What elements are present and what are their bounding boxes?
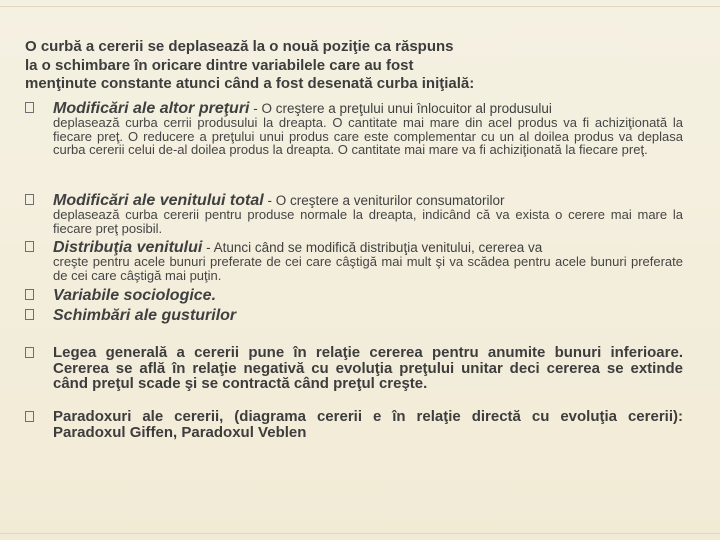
intro-paragraph — [25, 38, 695, 94]
item-body: deplasează curba cerrii produsului la dreapta. O cantitate mai mare din acel produs va fi achiziţionată la fiecare preţ. O reducere a preţului unui produs care este complementar cu un al doilea produs va deplasa curba cererii celui de-al doilea produs la dreapta. O cantitate mai mare va fi achiziţionată la fiecare preţ. — [53, 115, 683, 157]
bullet-icon — [25, 309, 34, 320]
list-item — [25, 307, 695, 325]
bullet-icon — [25, 289, 34, 300]
list-item — [25, 345, 695, 392]
item-lead: - O creştere a preţului unui înlocuitor al produsului — [249, 101, 552, 116]
intro-line: la o schimbare în oricare dintre variabilele care au fost — [25, 56, 414, 74]
item-heading: Modificări ale altor preţuri — [53, 100, 250, 117]
bullet-icon — [25, 241, 34, 252]
intro-line: menţinute constante atunci când a fost desenată curba iniţială: — [25, 75, 475, 92]
item-heading: Distribuţia venitului — [53, 239, 203, 256]
bullet-icon — [25, 347, 34, 358]
list-item — [25, 287, 695, 305]
item-body: deplasează curba cererii pentru produse normale la dreapta, indicând că va exista o cerere mai mare la fiecare preţ posibil. — [53, 207, 683, 236]
bullet-icon — [25, 194, 34, 205]
item-heading: Variabile sociologice. — [53, 287, 217, 304]
item-heading: Schimbări ale gusturilor — [53, 307, 237, 324]
top-rule — [0, 6, 720, 7]
bullet-icon — [25, 102, 34, 113]
item-body: creşte pentru acele bunuri preferate de cei care câştigă mai mult şi va scădea pentru acele bunuri preferate de cei care câştigă mai puţin. — [53, 254, 683, 283]
list-item — [25, 239, 695, 282]
intro-line: O curbă a cererii se deplasează la o nouă poziţie ca răspuns — [25, 38, 454, 55]
list-item — [25, 409, 695, 440]
bullet-icon — [25, 411, 34, 422]
item-heading: Modificări ale venitului total — [53, 192, 264, 209]
list-item — [25, 192, 695, 235]
item-lead: - Atunci când se modifică distribuţia venitului, cererea va — [202, 240, 543, 255]
item-lead: - O creştere a veniturilor consumatorilor — [263, 193, 505, 208]
law-paragraph: Legea generală a cererii pune în relaţie cererea pentru anumite bunuri inferioare. Cererea se află în relaţie negativă cu evoluţia preţului unitar deci cererea se extinde când preţul scade şi se contractă când preţul creşte. — [53, 344, 683, 392]
paradox-paragraph: Paradoxuri ale cererii, (diagrama cererii e în relaţie directă cu evoluţia cererii): Paradoxul Giffen, Paradoxul Veblen — [53, 408, 683, 441]
bottom-rule — [0, 533, 720, 534]
list-item — [25, 100, 695, 157]
